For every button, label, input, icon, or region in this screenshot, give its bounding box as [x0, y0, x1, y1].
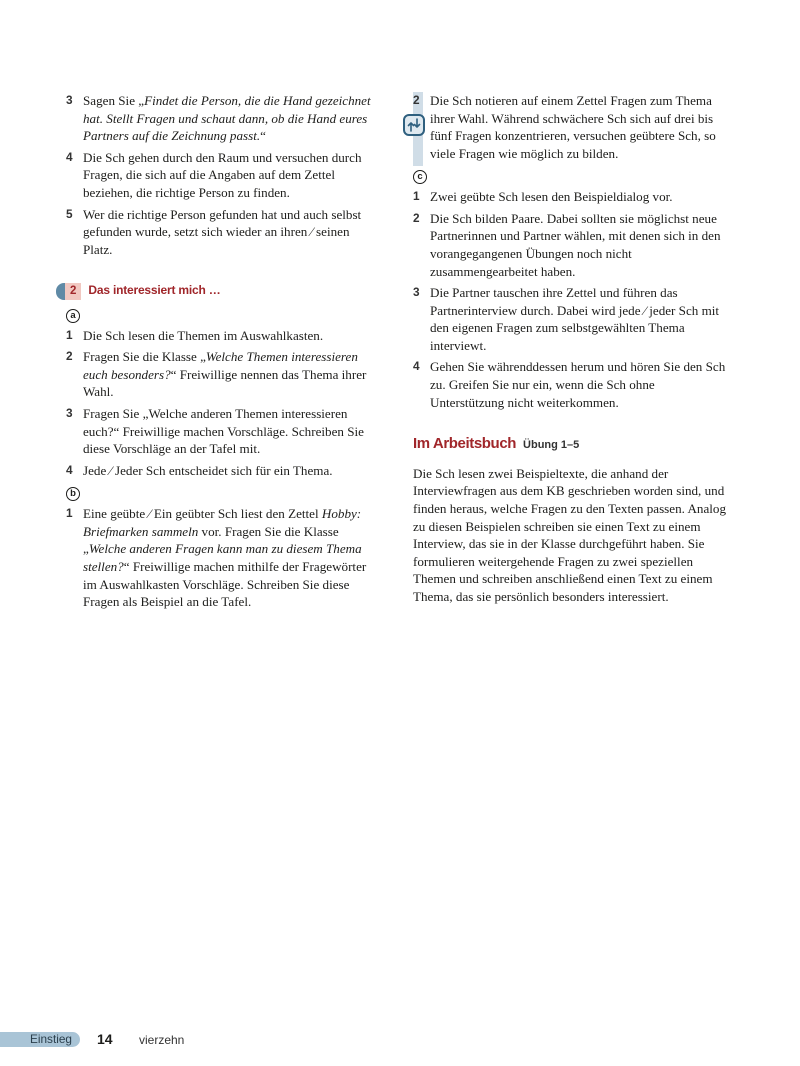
list-item — [413, 188, 731, 206]
list-item — [66, 462, 382, 480]
item-number: 3 — [66, 406, 73, 421]
part-b-label: b — [66, 487, 80, 501]
section-title: Das interessiert mich … — [88, 283, 221, 298]
arbeitsbuch-subtitle: Übung 1–5 — [523, 439, 580, 452]
item-text: Sagen Sie „Findet die Person, die die Hand gezeichnet hat. Stellt Fragen und schaut dann, ob die Hand eures Partners auf die Zeichnung passt.“ — [83, 93, 371, 144]
item-text: Die Sch lesen die Themen im Auswahlkasten. — [83, 327, 324, 343]
item-text: Fragen Sie „Welche anderen Themen interessieren euch?“ Freiwillige machen Vorschläge. Schreiben Sie diese Vorschläge an der Tafel mit. — [83, 406, 364, 457]
item-number: 3 — [66, 93, 73, 107]
item-text: Fragen Sie die Klasse „Welche Themen interessieren euch besonders?“ Freiwillige nennen das Thema ihrer Wahl. — [83, 349, 367, 400]
list-item — [66, 405, 382, 458]
item-number: 3 — [413, 285, 420, 300]
list-item — [66, 92, 382, 145]
item-number: 4 — [66, 149, 73, 164]
item-number: 2 — [66, 349, 73, 364]
list-item — [66, 348, 382, 401]
list-item — [413, 92, 731, 162]
partner-work-block — [413, 92, 731, 162]
item-text-italic: Findet die Person, die die Hand gezeichnet hat. Stellt Fragen und schaut dann, ob die Hand eures Partners auf die Zeichnung passt. — [83, 93, 371, 144]
footer-section-tab: Einstieg — [0, 1032, 80, 1047]
list-item — [66, 149, 382, 202]
item-number: 1 — [413, 189, 420, 204]
item-text: Die Sch gehen durch den Raum und versuchen durch Fragen, die sich auf die Angaben auf dem Zettel beziehen, die richtige Person zu finden. — [83, 149, 362, 200]
page-footer — [0, 1031, 300, 1048]
list-item — [66, 327, 382, 345]
item-number: 5 — [66, 206, 73, 221]
list-item — [66, 505, 382, 611]
list-item — [66, 206, 382, 259]
item-text: Die Sch bilden Paare. Dabei sollten sie möglichst neue Partnerinnen und Partner wählen, mit denen sich in den vorangegangenen Übungen noch nicht zusammengearbeitet haben. — [430, 210, 721, 279]
partner-work-icon — [403, 114, 425, 136]
item-text: Die Partner tauschen ihre Zettel und führen das Partnerinterview durch. Dabei wird jede ⁄ jeder Sch mit den eigenen Fragen zum selbstgewählten Thema interviewt. — [430, 285, 720, 353]
section-number: 2 — [65, 283, 81, 300]
arbeitsbuch-text: Die Sch lesen zwei Beispieltexte, die anhand der Interviewfragen aus dem KB geschrieben worden sind, und finden heraus, welche Fragen zu den Texten passen. Analog zu diesen Beispielen schreiben sie einen Text zu einem Interview, das sie in der Klasse durchgeführt haben. Sie formulieren weitergehende Fragen zu zwei speziellen Themen und schreiben anschließend einen Text zu einem Thema, das sie persönlich besonders interessiert. — [413, 465, 726, 604]
item-text-italic: Welche anderen Fragen kann man zu diesem Thema stellen? — [83, 541, 362, 574]
arbeitsbuch-heading — [413, 435, 731, 455]
item-text: Jede ⁄ Jeder Sch entscheidet sich für ein Thema. — [83, 462, 333, 478]
item-text: Zwei geübte Sch lesen den Beispieldialog vor. — [430, 189, 673, 205]
list-item — [413, 358, 731, 411]
list-item — [413, 284, 731, 354]
page-number: 14 — [97, 1031, 113, 1047]
list-item — [413, 210, 731, 280]
part-a-label: a — [66, 309, 80, 323]
item-text-italic: Hobby: Briefmarken sammeln — [83, 506, 362, 539]
item-text: Wer die richtige Person gefunden hat und auch selbst gefunden wurde, setzt sich wieder an ihren ⁄ seinen Platz. — [83, 206, 362, 257]
page-number-word: vierzehn — [139, 1033, 185, 1047]
item-number: 1 — [66, 327, 73, 342]
section-heading — [56, 282, 382, 300]
section-tab — [56, 283, 65, 300]
item-text: Die Sch notieren auf einem Zettel Fragen zum Thema ihrer Wahl. Während schwächere Sch sich auf drei bis fünf Fragen konzentrieren, versuchen geübtere Sch, so viele Fragen wie möglich zu bilden. — [430, 93, 716, 161]
item-number: 1 — [66, 506, 73, 521]
item-number: 2 — [413, 210, 420, 225]
left-column — [66, 92, 382, 615]
item-text-italic: Welche Themen interessieren euch besonders? — [83, 349, 358, 382]
part-c-label: c — [413, 170, 427, 184]
arbeitsbuch-title: Im Arbeitsbuch — [413, 435, 517, 453]
item-number: 4 — [413, 359, 420, 374]
item-number: 4 — [66, 462, 73, 477]
item-number: 2 — [413, 93, 420, 107]
right-column — [413, 92, 731, 606]
item-text: Eine geübte ⁄ Ein geübter Sch liest den Zettel Hobby: Briefmarken sammeln vor. Fragen Sie die Klasse „Welche anderen Fragen kann man zu diesem Thema stellen?“ Freiwillige machen mithilfe der Fragewörter im Auswahlkasten Vorschläge. Schreiben Sie diese Fragen als Beispiel an die Tafel. — [83, 506, 367, 610]
item-text: Gehen Sie währenddessen herum und hören Sie den Sch zu. Greifen Sie nur ein, wenn die Sch ohne Unterstützung nicht weiterkommen. — [430, 359, 726, 410]
